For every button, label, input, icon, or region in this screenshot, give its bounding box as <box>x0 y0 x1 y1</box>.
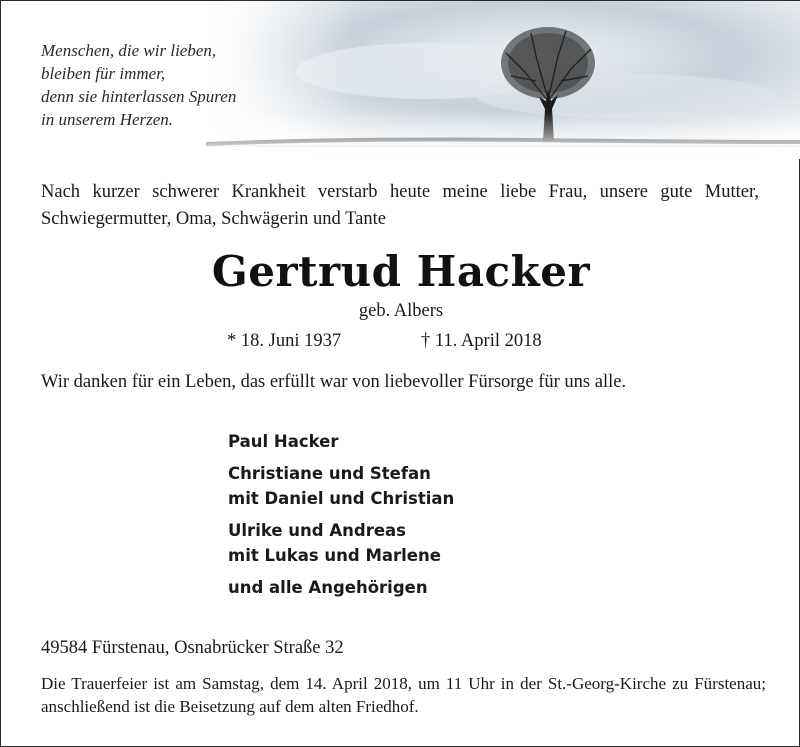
tree-icon <box>206 1 800 159</box>
mourner-line: Ulrike und Andreas <box>228 521 406 540</box>
mourner-group <box>228 429 454 454</box>
mourner-line: mit Daniel und Christian <box>228 489 455 508</box>
tree-landscape-image <box>206 1 800 159</box>
death-date: † 11. April 2018 <box>421 331 542 351</box>
mourner-line: und alle Angehörigen <box>228 578 428 597</box>
mourner-group <box>228 461 454 511</box>
quote-line: denn sie hinterlassen Spuren <box>41 87 237 106</box>
mourner-line: Paul Hacker <box>228 432 339 451</box>
mourner-line: mit Lukas und Marlene <box>228 546 441 565</box>
quote-line: Menschen, die wir lieben, <box>41 41 217 60</box>
mourner-line: Christiane und Stefan <box>228 464 431 483</box>
thanks-text: Wir danken für ein Leben, das erfüllt war von liebevoller Fürsorge für uns alle. <box>41 372 627 392</box>
address: 49584 Fürstenau, Osnabrücker Straße 32 <box>41 638 344 658</box>
quote-line: bleiben für immer, <box>41 64 166 83</box>
mourners-list <box>228 429 454 607</box>
memorial-quote <box>41 39 236 131</box>
mourner-group <box>228 575 454 600</box>
mourner-group <box>228 518 454 568</box>
funeral-notice: Die Trauerfeier ist am Samstag, dem 14. April 2018, um 11 Uhr in der St.-Georg-Kirche zu Fürstenau; anschließend ist die Beisetzung auf dem alten Friedhof. <box>41 674 766 716</box>
intro-text: Nach kurzer schwerer Krankheit verstarb heute meine liebe Frau, unsere gute Mutter, Schwiegermutter, Oma, Schwägerin und Tante <box>41 182 759 229</box>
maiden-name: geb. Albers <box>358 301 444 321</box>
deceased-name: Gertrud Hacker <box>211 247 591 296</box>
quote-line: in unserem Herzen. <box>41 110 174 129</box>
birth-date: * 18. Juni 1937 <box>227 331 342 351</box>
